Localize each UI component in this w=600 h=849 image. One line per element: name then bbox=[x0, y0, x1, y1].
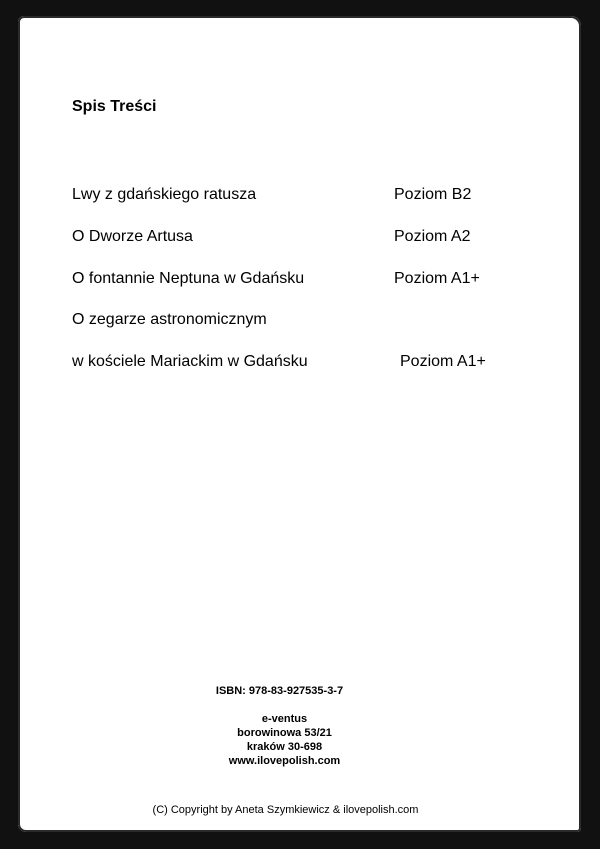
toc-entry-title-4: O zegarze astronomicznym bbox=[72, 311, 267, 328]
toc-entry-title-3: O fontannie Neptuna w Gdańsku bbox=[72, 270, 305, 287]
document-page bbox=[18, 16, 581, 832]
toc-entry-level-1: Poziom B2 bbox=[394, 186, 472, 203]
toc-entry-level-5: Poziom A1+ bbox=[400, 353, 486, 370]
publisher-name: e-ventus bbox=[261, 713, 308, 725]
toc-entry-title-2: O Dworze Artusa bbox=[72, 228, 193, 245]
publisher-website: www.ilovepolish.com bbox=[228, 755, 341, 767]
publisher-block bbox=[18, 712, 566, 768]
toc-entry-title-1: Lwy z gdańskiego ratusza bbox=[72, 186, 257, 203]
publisher-street: borowinowa 53/21 bbox=[237, 727, 332, 739]
toc-entry-level-3: Poziom A1+ bbox=[394, 270, 480, 287]
toc-entry-level-2: Poziom A2 bbox=[394, 228, 471, 245]
toc-entry-title-5: w kościele Mariackim w Gdańsku bbox=[72, 353, 308, 370]
copyright-notice: (C) Copyright by Aneta Szymkiewicz & ilovepolish.com bbox=[152, 804, 419, 816]
page-title: Spis Treści bbox=[72, 98, 157, 115]
isbn-text: ISBN: 978-83-927535-3-7 bbox=[215, 685, 344, 697]
publisher-city: kraków 30-698 bbox=[246, 741, 323, 753]
